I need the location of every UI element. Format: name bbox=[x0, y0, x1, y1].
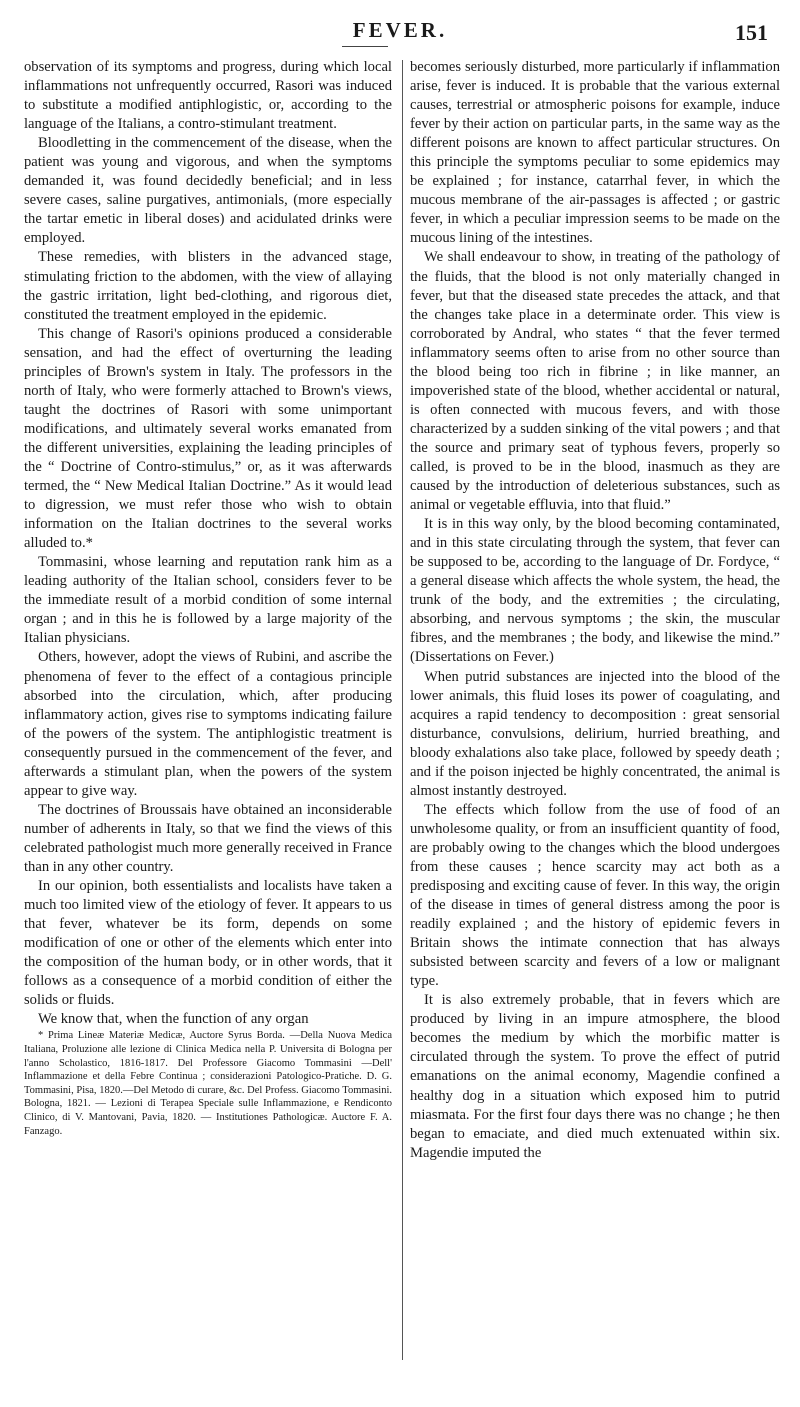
paragraph: Tommasini, whose learning and reputation rank him as a leading authority of the Italian school, considers fever to be the immediate result of a morbid condition of some internal organ ; and in this he is followed by a large majority of the Italian physicians. bbox=[24, 554, 392, 647]
paragraph: In our opinion, both essentialists and localists have taken a much too limited view of the etiology of fever. It appears to us that fever, whatever be its form, depends on some modification of one or other of the elements which enter into the composition of the human body, or in other words, that it follows as a consequence of a morbid condition of either the solids or fluids. bbox=[24, 878, 392, 1009]
paragraph: observation of its symptoms and progress, during which local inflammations not unfrequently occurred, Rasori was induced to substitute a modified antiphlogistic, or, according to the language of the Italians, a contro-stimulant treatment. bbox=[24, 59, 392, 133]
header-ornament-rule bbox=[342, 46, 388, 47]
paragraph: becomes seriously disturbed, more particularly if inflammation arise, fever is induced. It is probable that the various external causes, terrestrial or atmospheric poisons for example, induce fever by their action on particular parts, in the same way as the different poisons are known to affect particular structures. On this principle the symptoms peculiar to some epidemics may be explained ; for instance, catarrhal fever, in which the mucous membrane of the air-passages is affected ; or gastric fever, in which a peculiar impression seems to be made on the mucous lining of the intestines. bbox=[410, 59, 780, 247]
running-title: FEVER. bbox=[352, 18, 448, 42]
paragraph: The effects which follow from the use of food of an unwholesome quality, or from an insufficient quantity of food, are probably owing to the changes which the blood undergoes from these causes ; hence scarcity may act both as a predisposing and exciting cause of fever. In this way, the origin of the disease in times of general distress among the poor is readily explained ; and the history of epidemic fevers in Britain shows the intimate connection that has always subsisted between scarcity and fevers of a low or malignant type. bbox=[410, 801, 780, 990]
footnote: * Prima Lineæ Materiæ Medicæ, Auctore Syrus Borda. —Della Nuova Medica Italiana, Proluzione alle lezione di Clinica Medica nella P. Universita di Bologna per l'anno Scholastico, 1816-1817. Del Professore Giacomo Tommasini —Dell' Inflammazione et della Febre Continua ; considerazioni Patologico-Pratiche. D. G. Tommasini, Pisa, 1820.—Del Metodo di curare, &c. Del Profess. Giacomo Tommasini. Bologna, 1821. — Lezioni di Terapea Speciale sulle Inflammazione, e Rendiconto Clinico, di V. Mantovani, Pavia, 1820. — Institutiones Pathologicæ. Auctore F. A. Fanzago. bbox=[24, 1030, 392, 1137]
paragraph: This change of Rasori's opinions produced a considerable sensation, and had the effect of overturning the leading principles of Brown's system in Italy. The professors in the north of Italy, who were formerly attached to Brown's views, taught the doctrines of Rasori with some unimportant modifications, and ultimately several works emanated from the different universities, explaining the leading principles of the “ Doctrine of Contro-stimulus,” or, as it was afterwards termed, the “ New Medical Italian Doctrine.” As it would lead to digression, we must refer those who wish to obtain information on the Italian doctrines to the several works alluded to.* bbox=[24, 325, 392, 552]
page-number: 151 bbox=[735, 20, 768, 45]
paragraph: We know that, when the function of any organ bbox=[38, 1011, 309, 1028]
paragraph: It is also extremely probable, that in fevers which are produced by living in an impure atmosphere, the blood becomes the medium by which the morbific matter is circulated through the system. To prove the effect of putrid emanations on the animal economy, Magendie confined a healthy dog in a situation which exposed him to putrid miasmata. For the first four days there was no change ; he then began to emaciate, and died much extenuated within six. Magendie imputed the bbox=[410, 992, 780, 1161]
column-divider bbox=[402, 60, 403, 1360]
paragraph: Others, however, adopt the views of Rubini, and ascribe the phenomena of fever to the effect of a contagious principle absorbed into the circulation, which, after producing inflammatory action, gives rise to symptoms indicating failure of the powers of the system. The antiphlogistic treatment is consequently pursued in the commencement of the fever, and afterwards a stimulant plan, when the powers of the system appear to give way. bbox=[24, 649, 392, 799]
page-header bbox=[0, 18, 800, 54]
paragraph: We shall endeavour to show, in treating of the pathology of the fluids, that the blood is not only materially changed in fever, but that the diseased state precedes the attack, and that the changes take place in a determinate order. This view is corroborated by Andral, who states “ that the fever termed inflammatory seems often to arise from no other source than the blood being too rich in fibrine ; in like manner, an impoverished state of the blood, whether accidental or natural, is often connected with mucous fevers, and with those characterized by a sudden sinking of the vital powers ; and that the source and primary seat of typhous fevers, properly so called, is proved to be in the blood, inasmuch as they are caused by the introduction of deleterious substances, such as animal or vegetable effluvia, into that fluid.” bbox=[410, 249, 780, 514]
paragraph: Bloodletting in the commencement of the disease, when the patient was young and vigorous, and when the symptoms demanded it, was found decidedly beneficial; and in less severe cases, saline purgatives, antimonials, (more especially the tartar emetic in liberal doses) and acidulated drinks were employed. bbox=[24, 135, 392, 247]
paragraph: These remedies, with blisters in the advanced stage, stimulating friction to the abdomen, with the view of allaying the gastric irritation, light bed-clothing, and rigorous diet, constituted the treatment employed in the epidemic. bbox=[24, 249, 392, 323]
paragraph: The doctrines of Broussais have obtained an inconsiderable number of adherents in Italy, so that we find the views of this celebrated pathologist much more generally received in France than in any other country. bbox=[24, 801, 392, 875]
paragraph: It is in this way only, by the blood becoming contaminated, and in this state circulating through the system, that fever can be supposed to be, according to the language of Dr. Fordyce, “ a general disease which affects the whole system, the head, the trunk of the body, and the extremities ; the circulating, absorbing, and nervous symptoms ; the skin, the muscular fibres, and the membranes ; the body, and likewise the mind.” (Dissertations on Fever.) bbox=[410, 516, 780, 666]
right-column bbox=[410, 58, 780, 1163]
left-column bbox=[24, 58, 392, 1138]
paragraph: When putrid substances are injected into the blood of the lower animals, this fluid loses its power of coagulating, and acquires a rapid tendency to decomposition : great sensorial disturbance, convulsions, delirium, hurried breathing, and bloody exhalations also take place, followed by speedy death ; and if the poison injected be highly concentrated, the animal is almost instantly destroyed. bbox=[410, 668, 780, 799]
